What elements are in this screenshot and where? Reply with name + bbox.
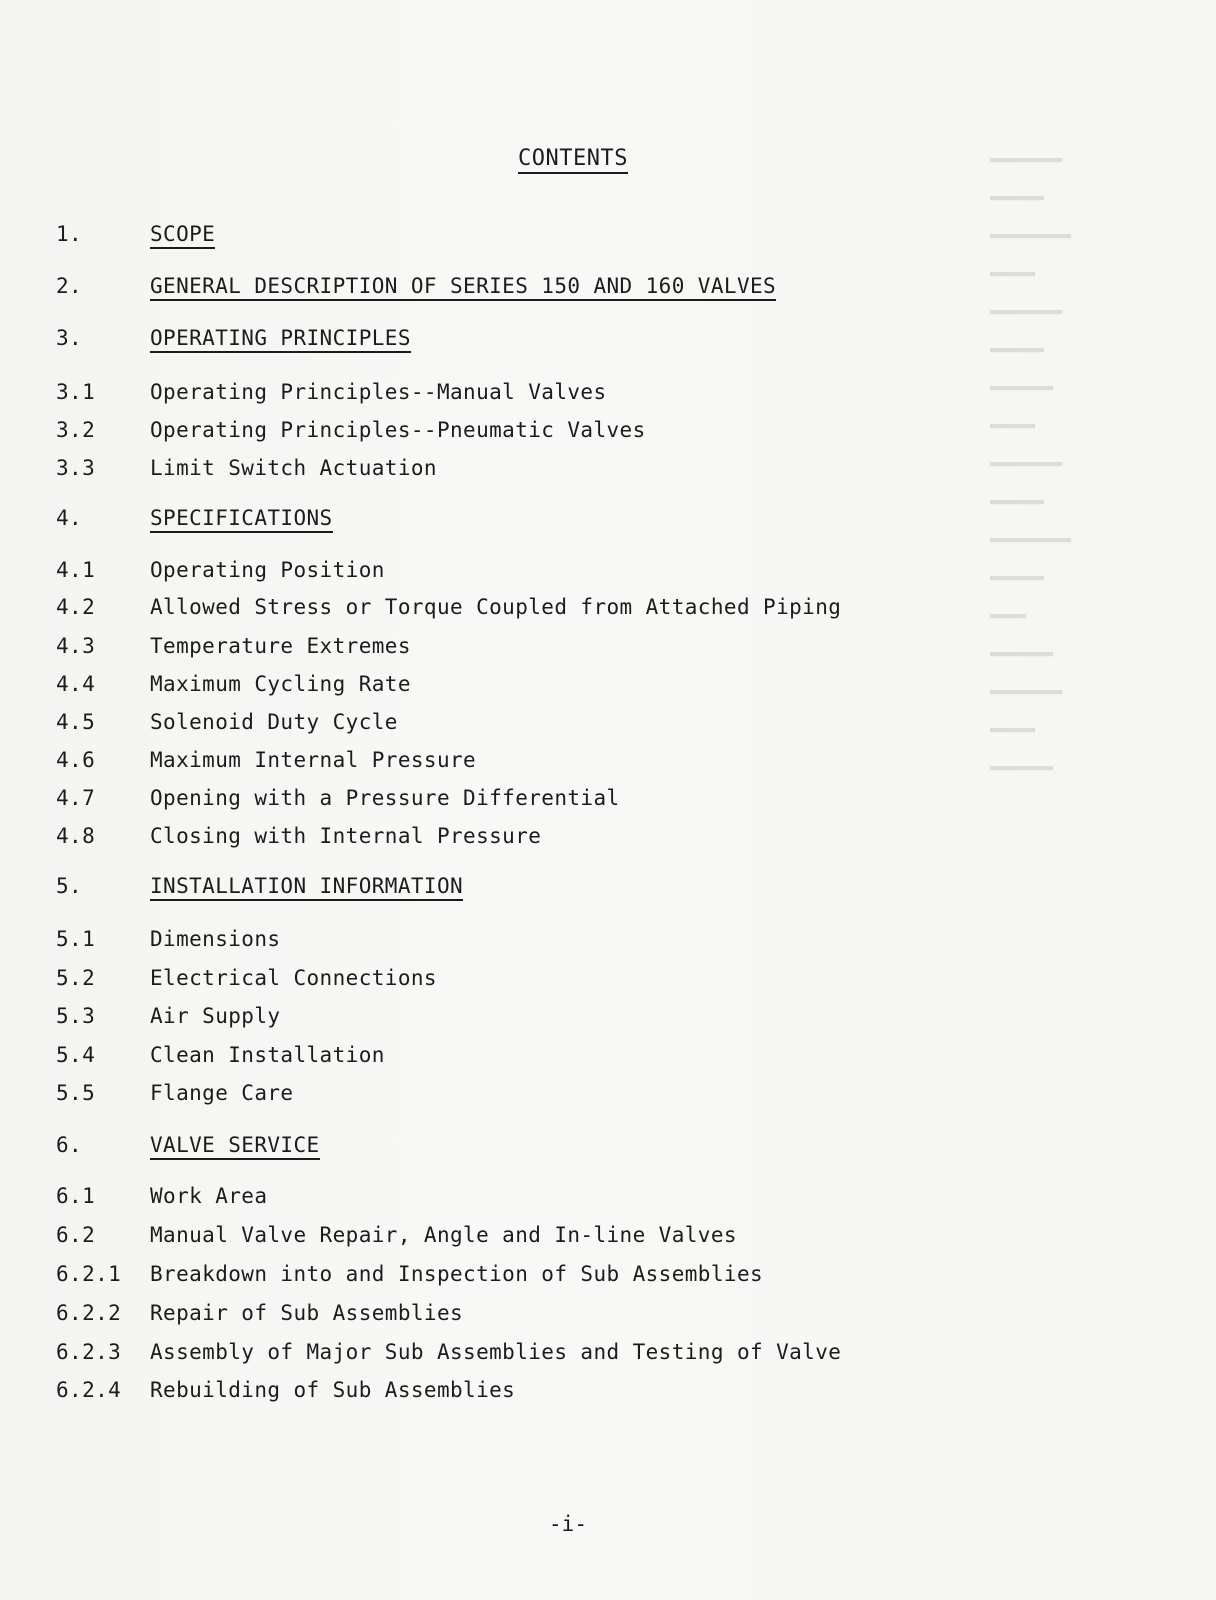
page-number: -i- bbox=[549, 1512, 587, 1536]
toc-number: 3.1 bbox=[56, 380, 96, 404]
toc-title: Electrical Connections bbox=[150, 966, 437, 990]
toc-number: 6.2.1 bbox=[56, 1262, 122, 1286]
toc-title: Breakdown into and Inspection of Sub Assemblies bbox=[150, 1262, 764, 1286]
toc-title: Temperature Extremes bbox=[150, 634, 411, 658]
toc-number: 6.2.4 bbox=[56, 1378, 122, 1402]
toc-number: 6.1 bbox=[56, 1184, 96, 1208]
toc-heading: OPERATING PRINCIPLES bbox=[150, 326, 411, 353]
toc-number: 2. bbox=[56, 274, 83, 298]
toc-number: 3.3 bbox=[56, 456, 96, 480]
toc-title: Operating Position bbox=[150, 558, 385, 582]
toc-number: 4.4 bbox=[56, 672, 96, 696]
toc-title: Solenoid Duty Cycle bbox=[150, 710, 398, 734]
toc-number: 5. bbox=[56, 874, 83, 898]
toc-title: Dimensions bbox=[150, 927, 281, 951]
toc-title: Work Area bbox=[150, 1184, 268, 1208]
toc-heading: INSTALLATION INFORMATION bbox=[150, 874, 463, 901]
toc-number: 3.2 bbox=[56, 418, 96, 442]
toc-heading: SCOPE bbox=[150, 222, 215, 249]
toc-title: Maximum Cycling Rate bbox=[150, 672, 411, 696]
toc-number: 5.5 bbox=[56, 1081, 96, 1105]
toc-number: 4.6 bbox=[56, 748, 96, 772]
toc-title: Manual Valve Repair, Angle and In-line Valves bbox=[150, 1223, 737, 1247]
contents-title bbox=[0, 146, 1146, 171]
toc-title: Closing with Internal Pressure bbox=[150, 824, 542, 848]
toc-title: Operating Principles--Manual Valves bbox=[150, 380, 607, 404]
toc-number: 4.8 bbox=[56, 824, 96, 848]
contents-title-text: CONTENTS bbox=[518, 146, 628, 174]
toc-number: 4.2 bbox=[56, 595, 96, 619]
toc-number: 5.2 bbox=[56, 966, 96, 990]
toc-number: 4.3 bbox=[56, 634, 96, 658]
toc-number: 3. bbox=[56, 326, 83, 350]
toc-title: Air Supply bbox=[150, 1004, 281, 1028]
toc-title: Operating Principles--Pneumatic Valves bbox=[150, 418, 646, 442]
toc-title: Clean Installation bbox=[150, 1043, 385, 1067]
toc-heading: SPECIFICATIONS bbox=[150, 506, 333, 533]
toc-number: 1. bbox=[56, 222, 83, 246]
toc-number: 5.1 bbox=[56, 927, 96, 951]
toc-title: Opening with a Pressure Differential bbox=[150, 786, 620, 810]
toc-number: 5.3 bbox=[56, 1004, 96, 1028]
toc-title: Rebuilding of Sub Assemblies bbox=[150, 1378, 516, 1402]
toc-number: 6.2.2 bbox=[56, 1301, 122, 1325]
toc-number: 6.2.3 bbox=[56, 1340, 122, 1364]
toc-number: 6.2 bbox=[56, 1223, 96, 1247]
toc-number: 4. bbox=[56, 506, 83, 530]
toc-title: Maximum Internal Pressure bbox=[150, 748, 477, 772]
toc-number: 4.1 bbox=[56, 558, 96, 582]
toc-title: Assembly of Major Sub Assemblies and Testing of Valve bbox=[150, 1340, 842, 1364]
toc-heading: VALVE SERVICE bbox=[150, 1133, 320, 1160]
toc-heading: GENERAL DESCRIPTION OF SERIES 150 AND 160 VALVES bbox=[150, 274, 776, 301]
toc-title: Repair of Sub Assemblies bbox=[150, 1301, 464, 1325]
toc-title: Allowed Stress or Torque Coupled from Attached Piping bbox=[150, 595, 842, 619]
toc-title: Limit Switch Actuation bbox=[150, 456, 437, 480]
toc-number: 4.7 bbox=[56, 786, 96, 810]
toc-number: 5.4 bbox=[56, 1043, 96, 1067]
bleed-through-marks: ▬▬▬▬▬▬▬▬ ▬▬▬▬▬▬ ▬▬▬▬▬▬▬▬▬ ▬▬▬▬▬ ▬▬▬▬▬▬▬▬ ▬▬▬▬▬▬ ▬▬▬▬▬▬▬ ▬▬▬▬▬ ▬▬▬▬▬▬▬▬ ▬▬▬▬▬▬ ▬▬▬▬▬▬▬▬▬ ▬▬▬▬▬▬ ▬▬▬▬ ▬▬▬▬▬▬▬ ▬▬▬▬▬▬▬▬ ▬▬▬▬▬ ▬▬▬▬▬▬▬ bbox=[990, 150, 1072, 776]
toc-number: 6. bbox=[56, 1133, 83, 1157]
toc-number: 4.5 bbox=[56, 710, 96, 734]
toc-title: Flange Care bbox=[150, 1081, 294, 1105]
